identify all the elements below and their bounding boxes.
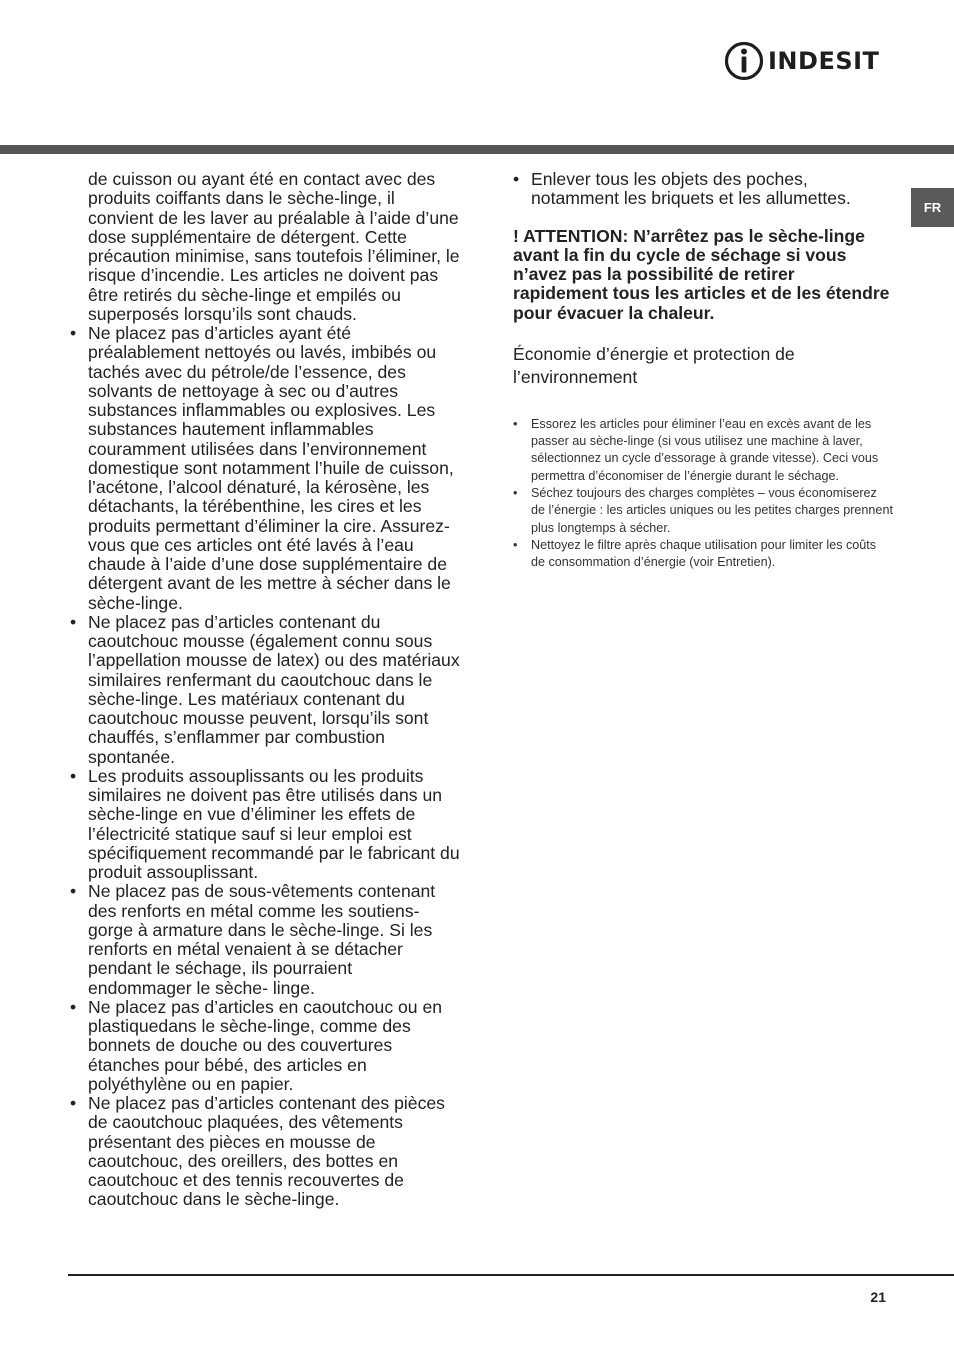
pockets-list [513, 170, 893, 209]
bullet-icon: • [513, 537, 518, 552]
bullet-icon: • [70, 611, 77, 632]
language-tab: FR [911, 188, 954, 227]
right-column [513, 170, 893, 571]
left-column [70, 170, 460, 1210]
list-item: • Essorez les articles pour éliminer l’eau en excès avant de les passer au sèche-linge (si vous utilisez une machine à laver, sélectionnez un cycle d’essorage à grande vitesse). Ceci vous permettra d’économiser de l’énergie durant le séchage. [513, 416, 879, 483]
energy-tips-list [513, 416, 893, 572]
list-item: • Nettoyez le filtre après chaque utilisation pour limiter les coûts de consommation d’énergie (voir Entretien). [513, 537, 877, 570]
brand-name: INDESIT [768, 47, 880, 75]
brand-logo [724, 40, 888, 82]
bullet-icon: • [513, 169, 520, 189]
header-bar [0, 145, 954, 154]
section-heading: Économie d’énergie et protection de l’environnement [513, 343, 795, 387]
footer-rule [68, 1274, 954, 1276]
list-item: • Ne placez pas d’articles contenant des pièces de caoutchouc plaquées, des vêtements présentant des pièces en mousse de caoutchouc, des oreillers, des bottes en caoutchouc et des tennis recouvertes de caoutchouc dans le sèche-linge. [70, 1093, 445, 1210]
intro-paragraph: de cuisson ou ayant été en contact avec des produits coiffants dans le sèche-linge, il convient de les laver au préalable à l’aide d’une dose supplémentaire de détergent. Cette précaution minimise, sans toutefois l’éliminer, le risque d’incendie. Les articles ne doivent pas être retirés du sèche-linge et empilés ou superposés lorsqu’ils sont chauds. [88, 169, 460, 324]
bullet-icon: • [70, 1093, 77, 1113]
bullet-icon: • [70, 881, 77, 902]
list-item: • Ne placez pas d’articles ayant été préalablement nettoyés ou lavés, imbibés ou tachés avec du pétrole/de l’essence, des solvants de nettoyage à sec ou d’autres substances inflammables ou explosives. Les substances hautement inflammables couramment utilisées dans l’environnement domestique sont notamment l’huile de cuisson, l’acétone, l’alcool dénaturé, la kérosène, les détachants, la térébenthine, les cires et les produits permettant d’éliminer la cire. Assurez-vous que ces articles ont été lavés à l’eau chaude à l’aide d’une dose supplémentaire de détergent avant de les mettre à sécher dans le sèche-linge. [70, 323, 454, 613]
bullet-icon: • [513, 485, 518, 500]
safety-list [70, 324, 460, 1210]
list-item: • Enlever tous les objets des poches, notamment les briquets et les allumettes. [513, 169, 851, 209]
list-item: • Les produits assouplissants ou les produits similaires ne doivent pas être utilisés dans un sèche-linge en vue d’éliminer les effets de l’électricité statique sauf si leur emploi est spécifiquement recommandé par le fabricant du produit assouplissant. [70, 765, 460, 882]
attention-warning: ! ATTENTION: N’arrêtez pas le sèche-linge avant la fin du cycle de séchage si vous n’avez pas la possibilité de retirer rapidement tous les articles et de les étendre pour évacuer la chaleur. [513, 225, 890, 323]
bullet-icon: • [70, 996, 77, 1017]
list-item: • Ne placez pas de sous-vêtements contenant des renforts en métal comme les soutiens-gorge à armature dans le sèche-linge. Si les renforts en métal venaient à se détacher pendant le séchage, ils pourraient endommager le sèche- linge. [70, 881, 436, 998]
list-item: • Séchez toujours des charges complètes – vous économiserez de l’énergie : les articles uniques ou les petites charges prennent plus longtemps à sécher. [513, 485, 893, 535]
indesit-logo-icon [724, 40, 764, 82]
list-item: • Ne placez pas d’articles contenant du caoutchouc mousse (également connu sous l’appellation mousse de latex) ou des matériaux similaires renfermant du caoutchouc dans le sèche-linge. Les matériaux contenant du caoutchouc mousse peuvent, lorsqu’ils sont chauffés, s’enflammer par combustion spontanée. [70, 611, 460, 767]
list-item: • Ne placez pas d’articles en caoutchouc ou en plastiquedans le sèche-linge, comme des bonnets de douche ou des couvertures étanches pour bébé, des articles en polyéthylène ou en papier. [70, 996, 443, 1094]
page-number: 21 [870, 1289, 886, 1305]
bullet-icon: • [70, 323, 77, 343]
bullet-icon: • [513, 416, 518, 431]
bullet-icon: • [70, 765, 77, 786]
